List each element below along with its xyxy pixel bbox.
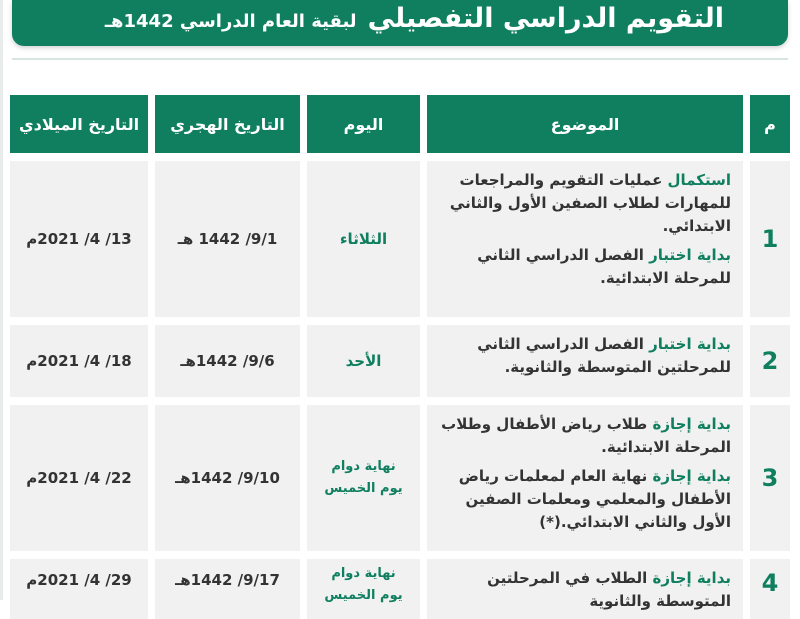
left-edge (0, 0, 3, 600)
topic-paragraph (435, 169, 731, 238)
row-topic (427, 405, 743, 551)
topic-keyword: إجازة (652, 467, 692, 485)
topic-keyword: استكمال (667, 171, 731, 189)
header-num: م (750, 95, 790, 153)
topic-text: طلاب رياض الأطفال وطلاب المرحلة الابتدائية. (441, 415, 731, 456)
row-gregorian-date: 29/ 4/ 2021م (10, 559, 148, 619)
topic-prefix: بداية (691, 569, 731, 587)
header-topic: الموضوع (427, 95, 743, 153)
day-line: نهاية دوام (331, 566, 396, 581)
topic-keyword: اختبار (649, 246, 692, 264)
topic-prefix: بداية (691, 415, 731, 433)
row-gregorian-date: 22/ 4/ 2021م (10, 405, 148, 551)
topic-paragraph (435, 333, 731, 379)
row-topic (427, 325, 743, 397)
topic-prefix: بداية (691, 335, 731, 353)
row-hijri-date: 9/1/ 1442 هـ (155, 161, 300, 317)
header-hijri-date: التاريخ الهجري (155, 95, 300, 153)
divider (12, 58, 788, 60)
topic-prefix: بداية (691, 467, 731, 485)
page-title (105, 0, 724, 40)
row-topic (427, 559, 743, 619)
day-line: يوم الخميس (324, 481, 403, 496)
row-day: الثلاثاء (307, 161, 420, 317)
row-hijri-date: 9/17/ 1442هـ (155, 559, 300, 619)
header-gregorian-date: التاريخ الميلادي (10, 95, 148, 153)
title-banner (12, 0, 788, 46)
topic-paragraph (435, 413, 731, 459)
row-hijri-date: 9/10/ 1442هـ (155, 405, 300, 551)
topic-prefix: بداية (691, 246, 731, 264)
row-number: 3 (750, 405, 790, 551)
row-topic (427, 161, 743, 317)
topic-keyword: إجازة (652, 569, 692, 587)
topic-text: نهاية العام لمعلمات رياض الأطفال والمعلمي ومعلمات الصفين الأول والثاني الابتدائي.(*) (458, 467, 731, 531)
row-number: 1 (750, 161, 790, 317)
topic-text: الفصل الدراسي الثاني للمرحلتين المتوسطة والثانوية. (477, 335, 731, 376)
day-line: نهاية دوام (331, 459, 396, 474)
title-main: التقويم الدراسي التفصيلي (367, 3, 724, 34)
row-number: 2 (750, 325, 790, 397)
topic-keyword: اختبار (649, 335, 692, 353)
row-day: الأحد (307, 325, 420, 397)
topic-text: الفصل الدراسي الثاني للمرحلة الابتدائية. (477, 246, 731, 287)
topic-paragraph (435, 244, 731, 290)
topic-paragraph (435, 567, 731, 613)
topic-text: عمليات التقويم والمراجعات للمهارات لطلاب الصفين الأول والثاني الابتدائي. (449, 171, 731, 235)
title-subtitle: لبقية العام الدراسي 1442هـ (104, 11, 357, 32)
row-number: 4 (750, 559, 790, 619)
header-day: اليوم (307, 95, 420, 153)
topic-paragraph (435, 465, 731, 534)
row-gregorian-date: 13/ 4/ 2021م (10, 161, 148, 317)
row-gregorian-date: 18/ 4/ 2021م (10, 325, 148, 397)
row-day (307, 559, 420, 619)
topic-text: الطلاب في المرحلتين المتوسطة والثانوية (487, 569, 731, 610)
topic-keyword: إجازة (652, 415, 692, 433)
day-line: يوم الخميس (324, 588, 403, 603)
row-day (307, 405, 420, 551)
row-hijri-date: 9/6/ 1442هـ (155, 325, 300, 397)
